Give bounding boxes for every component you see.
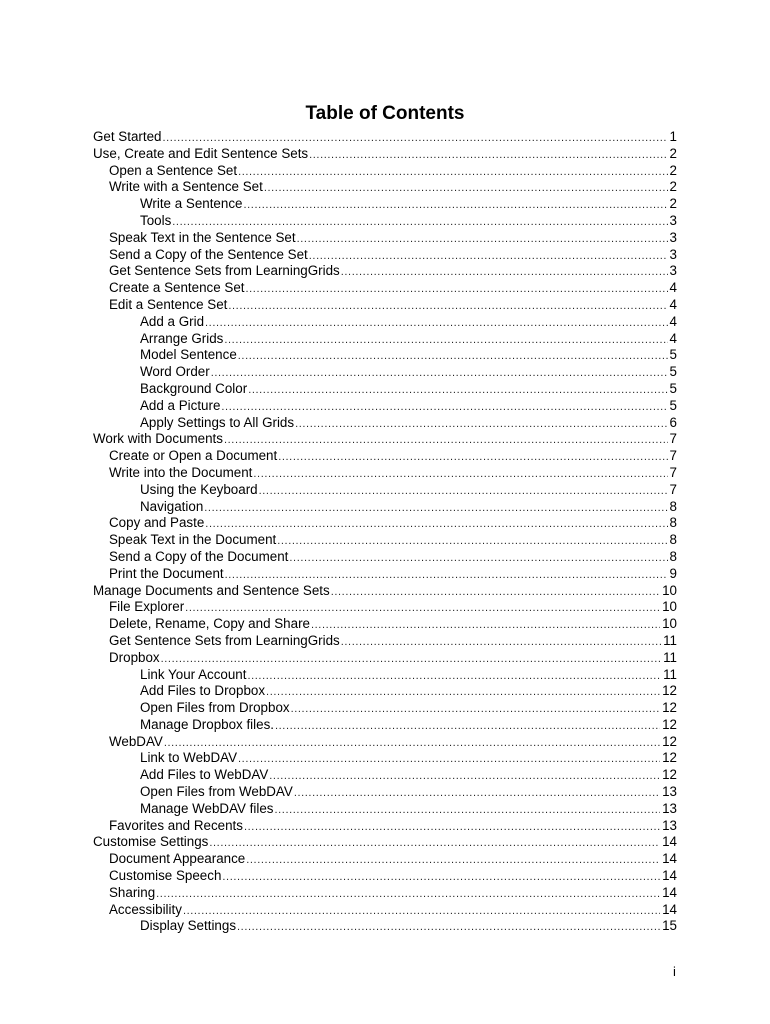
toc-entry-page: 3 — [669, 229, 677, 245]
dot-leader — [211, 365, 668, 382]
toc-entry-page: 13 — [662, 800, 677, 816]
toc-entry-page: 4 — [669, 313, 677, 329]
toc-entry-page: 14 — [662, 901, 677, 917]
toc-entry[interactable] — [93, 431, 677, 448]
dot-leader — [248, 382, 667, 399]
dot-leader — [341, 634, 661, 651]
toc-entry-page: 10 — [662, 616, 677, 632]
toc-entry-page: 3 — [669, 263, 677, 279]
toc-entry-title: File Explorer — [109, 599, 185, 615]
toc-entry-page: 14 — [662, 884, 677, 900]
toc-entry[interactable] — [93, 196, 677, 213]
toc-entry-page: 8 — [669, 532, 677, 548]
toc-entry-title: Link to WebDAV — [140, 750, 238, 766]
toc-entry-title: Navigation — [140, 498, 204, 514]
toc-entry-title: Open Files from WebDAV — [140, 784, 293, 800]
toc-entry-title: Manage WebDAV files — [140, 800, 274, 816]
toc-entry-page: 2 — [669, 179, 677, 195]
toc-entry[interactable] — [93, 465, 677, 482]
toc-entry-page: 8 — [669, 498, 677, 514]
toc-entry[interactable] — [93, 499, 677, 516]
toc-entry-title: Model Sentence — [140, 347, 237, 363]
toc-entry-page: 3 — [669, 246, 677, 262]
dot-leader — [238, 164, 667, 181]
toc-entry[interactable] — [93, 834, 677, 851]
toc-entry-page: 13 — [662, 817, 677, 833]
dot-leader — [183, 903, 660, 920]
toc-entry[interactable] — [93, 851, 677, 868]
dot-leader — [309, 147, 667, 164]
toc-entry-title: Display Settings — [140, 918, 237, 934]
toc-entry-title: Manage Documents and Sentence Sets — [93, 582, 330, 598]
page-title: Table of Contents — [305, 103, 465, 124]
toc-entry-title: Dropbox — [109, 649, 160, 665]
dot-leader — [244, 819, 660, 836]
dot-leader — [224, 332, 667, 349]
toc-entry-title: Customise Speech — [109, 868, 222, 884]
toc-entry-title: Create or Open a Document — [109, 448, 278, 464]
toc-entry-page: 7 — [669, 431, 677, 447]
toc-entry[interactable] — [93, 583, 677, 600]
toc-entry-title: Document Appearance — [109, 851, 246, 867]
toc-entry[interactable] — [93, 448, 677, 465]
toc-entry-title: Accessibility — [109, 901, 182, 917]
toc-entry-title: Favorites and Recents — [109, 817, 243, 833]
dot-leader — [247, 668, 661, 685]
toc-entry-page: 15 — [662, 918, 677, 934]
toc-entry-page: 4 — [669, 330, 677, 346]
toc-entry-page: 11 — [663, 649, 677, 665]
toc-entry[interactable] — [93, 667, 677, 684]
toc-entry-page: 5 — [669, 347, 677, 363]
toc-entry[interactable] — [93, 415, 677, 432]
toc-entry-title: Open a Sentence Set — [109, 162, 238, 178]
toc-entry[interactable] — [93, 263, 677, 280]
toc-entry-title: Get Sentence Sets from LearningGrids — [109, 632, 340, 648]
toc-entry[interactable] — [93, 314, 677, 331]
toc-entry-title: Customise Settings — [93, 834, 209, 850]
toc-entry-page: 4 — [669, 280, 677, 296]
dot-leader — [162, 130, 667, 147]
toc-entry-title: Delete, Rename, Copy and Share — [109, 616, 310, 632]
dot-leader — [245, 281, 667, 298]
toc-entry-title: Create a Sentence Set — [109, 280, 245, 296]
toc-entry[interactable] — [93, 650, 677, 667]
toc-entry[interactable] — [93, 247, 677, 264]
toc-entry-page: 11 — [663, 666, 677, 682]
toc-entry[interactable] — [93, 902, 677, 919]
toc-entry-page: 2 — [669, 196, 677, 212]
dot-leader — [238, 751, 660, 768]
toc-entry-page: 12 — [662, 750, 677, 766]
dot-leader — [311, 617, 660, 634]
dot-leader — [259, 483, 668, 500]
toc-entry-page: 6 — [669, 414, 677, 430]
toc-entry-page: 7 — [669, 481, 677, 497]
dot-leader — [224, 432, 668, 449]
toc-entry[interactable] — [93, 163, 677, 180]
toc-entry[interactable] — [93, 549, 677, 566]
dot-leader — [205, 315, 668, 332]
toc-entry-page: 5 — [669, 380, 677, 396]
toc-entry[interactable] — [93, 381, 677, 398]
toc-entry[interactable] — [93, 230, 677, 247]
toc-entry-title: Speak Text in the Sentence Set — [109, 229, 296, 245]
toc-entry-page: 2 — [669, 145, 677, 161]
toc-entry[interactable] — [93, 750, 677, 767]
toc-entry[interactable] — [93, 398, 677, 415]
toc-entry-title: Arrange Grids — [140, 330, 224, 346]
dot-leader — [205, 516, 667, 533]
toc-entry-title: Background Color — [140, 380, 248, 396]
toc-entry-page: 5 — [669, 397, 677, 413]
dot-leader — [278, 449, 667, 466]
toc-entry-page: 8 — [669, 515, 677, 531]
dot-leader — [331, 584, 660, 601]
toc-entry[interactable] — [93, 331, 677, 348]
dot-leader — [277, 533, 667, 550]
dot-leader — [222, 869, 660, 886]
toc-entry[interactable] — [93, 566, 677, 583]
toc-entry-page: 2 — [669, 162, 677, 178]
dot-leader — [294, 785, 660, 802]
toc-entry-page: 12 — [662, 716, 677, 732]
dot-leader — [209, 835, 660, 852]
toc-entry-title: Open Files from Dropbox — [140, 700, 290, 716]
toc-entry[interactable] — [93, 347, 677, 364]
toc-entry-page: 14 — [662, 851, 677, 867]
page-number: i — [673, 964, 676, 979]
toc-entry-title: Add a Picture — [140, 397, 221, 413]
toc-entry-page: 5 — [669, 364, 677, 380]
dot-leader — [204, 500, 667, 517]
toc-entry[interactable] — [93, 179, 677, 196]
toc-entry[interactable] — [93, 868, 677, 885]
toc-entry[interactable] — [93, 918, 677, 935]
toc-entry-title: Print the Document — [109, 565, 224, 581]
dot-leader — [269, 768, 660, 785]
dot-leader — [253, 466, 667, 483]
toc-entry[interactable] — [93, 767, 677, 784]
toc-entry-title: Get Sentence Sets from LearningGrids — [109, 263, 340, 279]
dot-leader — [228, 298, 667, 315]
dot-leader — [243, 197, 667, 214]
toc-entry[interactable] — [93, 683, 677, 700]
toc-entry[interactable] — [93, 129, 677, 146]
toc-entry-title: Add Files to WebDAV — [140, 767, 269, 783]
toc-entry-title: Tools — [140, 212, 172, 228]
toc-entry-title: Work with Documents — [93, 431, 223, 447]
toc-entry-title: WebDAV — [109, 733, 163, 749]
dot-leader — [309, 248, 668, 265]
toc-entry-title: Link Your Account — [140, 666, 247, 682]
toc-entry-page: 14 — [662, 834, 677, 850]
toc-entry-title: Write a Sentence — [140, 196, 243, 212]
toc-entry-title: Get Started — [93, 129, 162, 144]
toc-entry[interactable] — [93, 616, 677, 633]
toc-entry[interactable] — [93, 532, 677, 549]
dot-leader — [274, 802, 660, 819]
toc-entry-page: 1 — [669, 129, 677, 144]
toc-entry-title: Send a Copy of the Document — [109, 548, 289, 564]
toc-entry-title: Send a Copy of the Sentence Set — [109, 246, 308, 262]
toc-entry-page: 14 — [662, 868, 677, 884]
toc-entry-page: 12 — [662, 733, 677, 749]
toc-entry-title: Word Order — [140, 364, 210, 380]
toc-entry[interactable] — [93, 280, 677, 297]
toc-entry[interactable] — [93, 801, 677, 818]
dot-leader — [246, 852, 660, 869]
toc-entry[interactable] — [93, 482, 677, 499]
toc-entry-page: 7 — [669, 464, 677, 480]
dot-leader — [172, 214, 667, 231]
toc-entry[interactable] — [93, 515, 677, 532]
toc-entry-page: 12 — [662, 767, 677, 783]
dot-leader — [289, 550, 667, 567]
toc-entry[interactable] — [93, 885, 677, 902]
toc-entry-title: Add Files to Dropbox — [140, 683, 266, 699]
dot-leader — [164, 735, 660, 752]
toc-entry-page: 4 — [669, 296, 677, 312]
toc-entry-page: 10 — [662, 599, 677, 615]
toc-entry-title: Add a Grid — [140, 313, 205, 329]
dot-leader — [161, 651, 661, 668]
toc-entry-page: 10 — [662, 582, 677, 598]
toc-entry-page: 12 — [662, 700, 677, 716]
toc-entry[interactable] — [93, 818, 677, 835]
toc-entry-title: Write with a Sentence Set — [109, 179, 263, 195]
dot-leader — [185, 600, 660, 617]
toc-entry-page: 11 — [663, 632, 677, 648]
toc-entry[interactable] — [93, 297, 677, 314]
toc-entry-title: Copy and Paste — [109, 515, 205, 531]
toc-entry[interactable] — [93, 213, 677, 230]
dot-leader — [266, 684, 660, 701]
toc-entry-page: 9 — [669, 565, 677, 581]
dot-leader — [295, 416, 667, 433]
toc-entry-title: Sharing — [109, 884, 156, 900]
dot-leader — [297, 231, 668, 248]
toc-entry[interactable] — [93, 599, 677, 616]
toc-entry-page: 3 — [669, 212, 677, 228]
toc-entry[interactable] — [93, 146, 677, 163]
toc-entry-page: 8 — [669, 548, 677, 564]
toc-entry-title: Edit a Sentence Set — [109, 296, 228, 312]
toc-entry[interactable] — [93, 734, 677, 751]
dot-leader — [221, 399, 667, 416]
toc-entry-title: Using the Keyboard — [140, 481, 258, 497]
toc-entry-title: Write into the Document — [109, 464, 253, 480]
dot-leader — [238, 348, 668, 365]
toc-entry-page: 12 — [662, 683, 677, 699]
toc-entry-title: Use, Create and Edit Sentence Sets — [93, 145, 309, 161]
dot-leader — [237, 919, 660, 936]
dot-leader — [341, 264, 668, 281]
dot-leader — [291, 701, 661, 718]
toc-entry-page: 7 — [669, 448, 677, 464]
toc-entry-title: Apply Settings to All Grids — [140, 414, 295, 430]
dot-leader — [156, 886, 660, 903]
table-of-contents — [93, 129, 677, 935]
toc-entry[interactable] — [93, 700, 677, 717]
toc-entry[interactable] — [93, 633, 677, 650]
toc-entry-page: 13 — [662, 784, 677, 800]
dot-leader — [264, 180, 668, 197]
toc-entry[interactable] — [93, 364, 677, 381]
toc-entry[interactable] — [93, 717, 677, 734]
toc-entry-title: Manage Dropbox files. — [140, 716, 274, 732]
toc-entry[interactable] — [93, 784, 677, 801]
toc-entry-title: Speak Text in the Document — [109, 532, 277, 548]
dot-leader — [225, 567, 668, 584]
dot-leader — [275, 718, 660, 735]
